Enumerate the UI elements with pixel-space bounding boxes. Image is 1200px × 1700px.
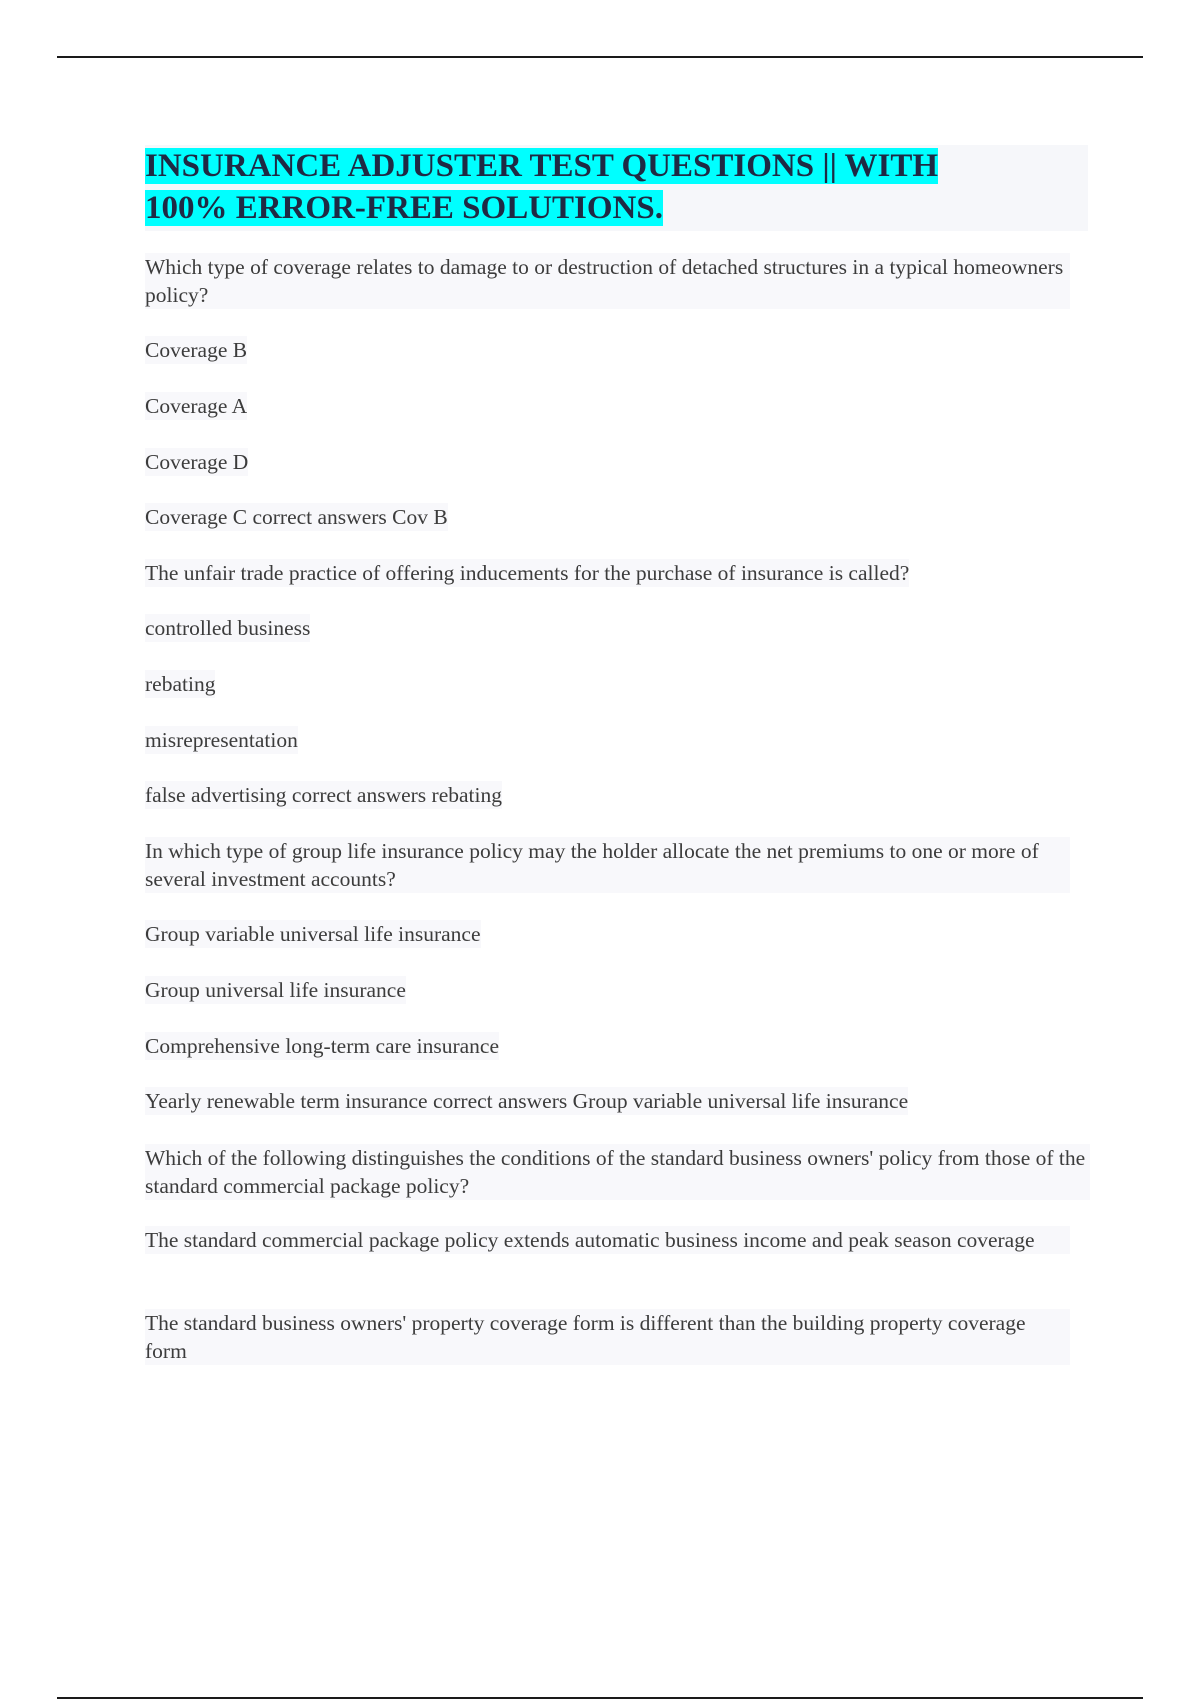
option-4a: The standard commercial package policy extends automatic business income and peak season coverage (145, 1226, 1070, 1254)
title-line-1: INSURANCE ADJUSTER TEST QUESTIONS || WITH (145, 148, 939, 184)
option-2b: rebating (145, 672, 216, 696)
option-2a: controlled business (145, 616, 311, 640)
option-3b: Group universal life insurance (145, 978, 406, 1002)
question-2: The unfair trade practice of offering inducements for the purchase of insurance is called? (145, 561, 910, 585)
option-1c: Coverage D (145, 450, 249, 474)
footer-rule (57, 1697, 1143, 1699)
document-title-block (145, 145, 1088, 231)
option-3a: Group variable universal life insurance (145, 922, 481, 946)
title-line-2: 100% ERROR-FREE SOLUTIONS. (145, 190, 663, 226)
question-3: In which type of group life insurance policy may the holder allocate the net premiums to one or more of several investment accounts? (145, 837, 1070, 893)
option-2c: misrepresentation (145, 728, 298, 752)
option-4b: The standard business owners' property coverage form is different than the building property coverage form (145, 1309, 1070, 1365)
option-2d-answer: false advertising correct answers rebating (145, 783, 502, 807)
option-1b: Coverage A (145, 394, 248, 418)
question-4: Which of the following distinguishes the conditions of the standard business owners' policy from those of the standard commercial package policy? (145, 1144, 1090, 1200)
option-3c: Comprehensive long-term care insurance (145, 1034, 500, 1058)
document-title (145, 145, 1088, 229)
question-1: Which type of coverage relates to damage to or destruction of detached structures in a typical homeowners policy? (145, 253, 1070, 309)
header-rule (57, 56, 1143, 58)
option-3d-answer: Yearly renewable term insurance correct answers Group variable universal life insurance (145, 1089, 909, 1113)
option-1d-answer: Coverage C correct answers Cov B (145, 505, 448, 529)
option-1a: Coverage B (145, 338, 248, 362)
